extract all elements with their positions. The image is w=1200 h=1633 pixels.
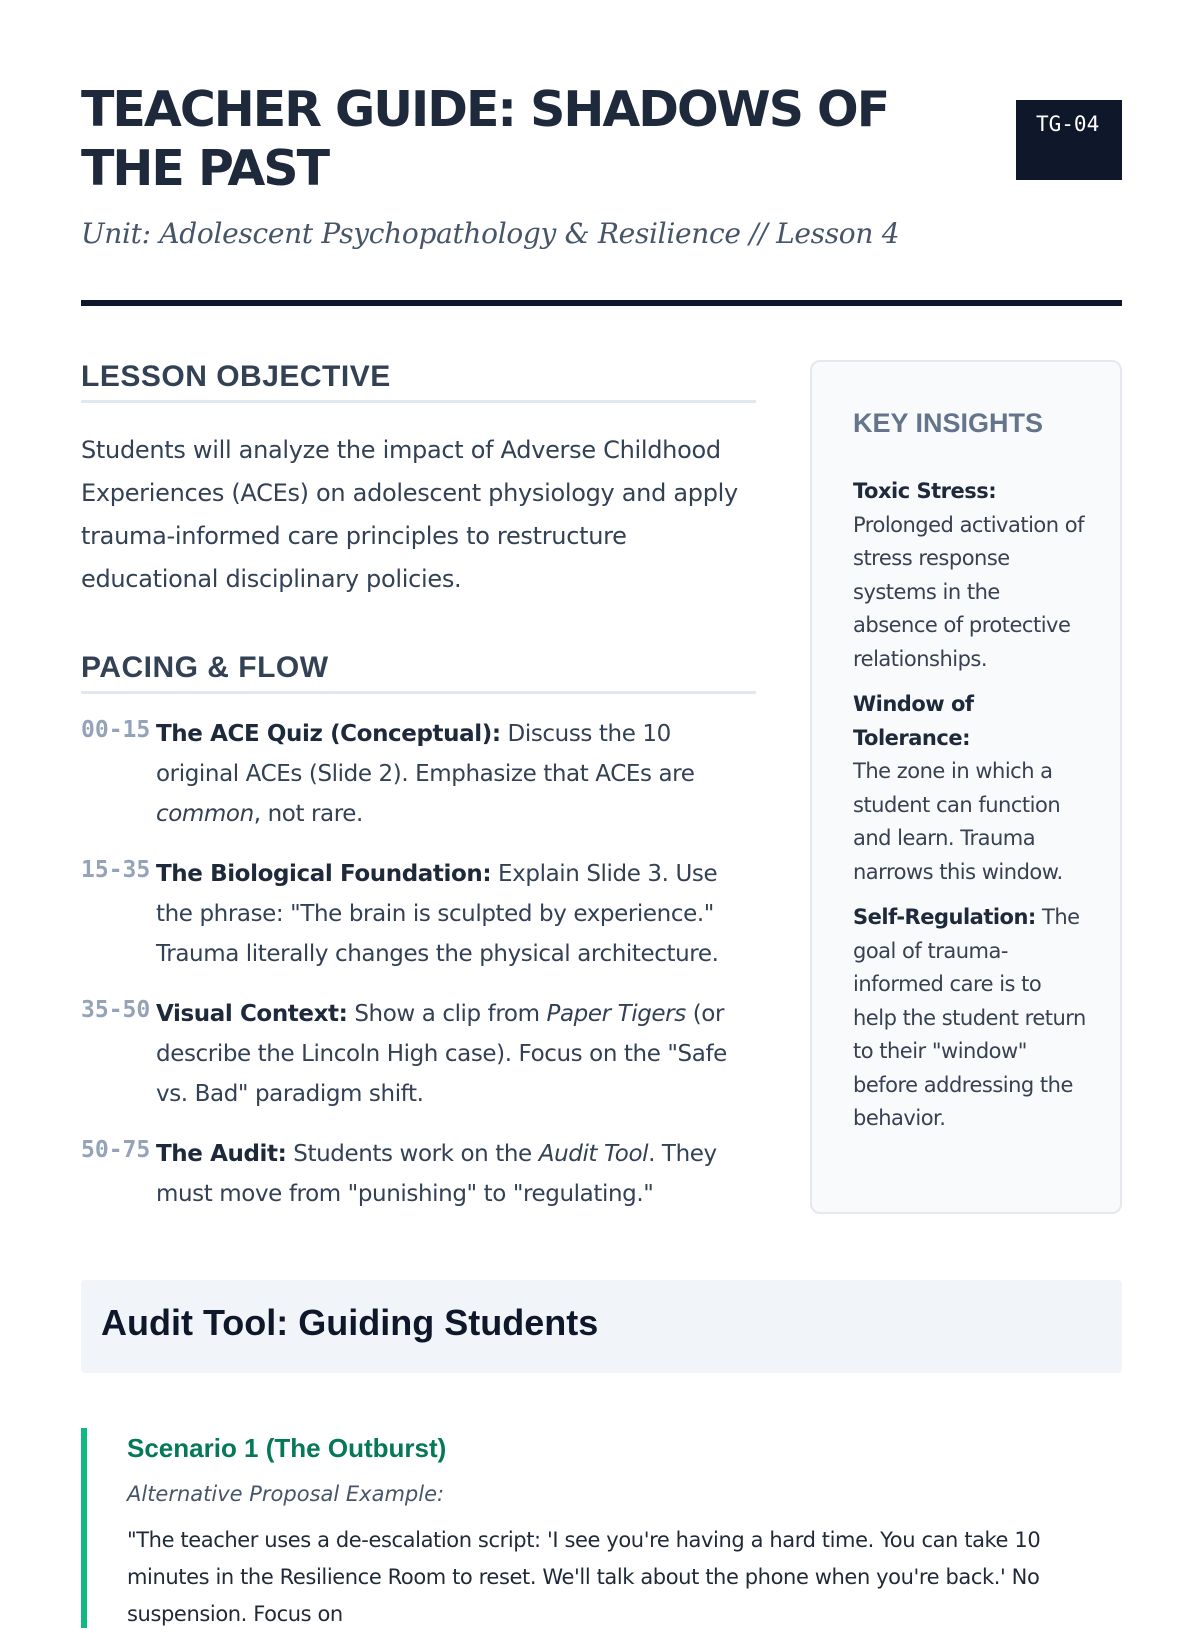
- pacing-time: 15-35: [81, 857, 151, 883]
- pacing-text: Show a clip from: [347, 1001, 547, 1027]
- insight-item: [853, 688, 1090, 889]
- pacing-heading: PACING & FLOW: [81, 651, 756, 694]
- key-insights-panel: [810, 360, 1122, 1214]
- audit-tool-title: Audit Tool: Guiding Students: [101, 1302, 599, 1343]
- pacing-text: (or describe the Lincoln High case). Focus on the "Safe vs. Bad" paradigm shift.: [156, 1001, 727, 1107]
- audit-tool-banner: [81, 1280, 1122, 1373]
- pacing-emphasis: common: [156, 801, 254, 827]
- scenario-title: Scenario 1 (The Outburst): [127, 1433, 447, 1463]
- insight-item: [853, 475, 1090, 676]
- pacing-time: 50-75: [81, 1137, 151, 1163]
- pacing-item-title: Visual Context:: [156, 1001, 348, 1027]
- unit-subtitle: Unit: Adolescent Psychopathology & Resilience // Lesson 4: [81, 217, 900, 250]
- pacing-item: [81, 714, 756, 834]
- pacing-text: Students work on the: [286, 1141, 539, 1167]
- scenario-quote: "The teacher uses a de-escalation script: 'I see you're having a hard time. You can take 10 minutes in the Resilience Room to reset. We'll talk about the phone when you're back.' No suspension. Focus on: [127, 1528, 1041, 1626]
- pacing-text: Explain Slide 3. Use the phrase: "The brain is sculpted by experience." Trauma literally changes the physical architecture.: [156, 861, 719, 967]
- insight-item: [853, 901, 1090, 1136]
- insight-definition: Prolonged activation of stress response systems in the absence of protective relationships.: [853, 512, 1084, 671]
- pacing-emphasis: Paper Tigers: [546, 1001, 686, 1027]
- pacing-description: [156, 854, 756, 974]
- insight-definition: The goal of trauma-informed care is to help the student return to their "window" before addressing the behavior.: [853, 905, 1086, 1130]
- main-column: [81, 360, 756, 1234]
- pacing-item-title: The Biological Foundation:: [156, 861, 492, 887]
- pacing-item-title: The ACE Quiz (Conceptual):: [156, 721, 501, 747]
- document-code-badge: TG-04: [1016, 100, 1122, 180]
- insight-definition: The zone in which a student can function and learn. Trauma narrows this window.: [853, 759, 1063, 884]
- pacing-time: 35-50: [81, 997, 151, 1023]
- pacing-item: [81, 854, 756, 974]
- pacing-description: [156, 1134, 756, 1214]
- pacing-item-title: The Audit:: [156, 1141, 287, 1167]
- pacing-text: , not rare.: [253, 801, 363, 827]
- insight-term: Self-Regulation:: [853, 905, 1036, 929]
- pacing-emphasis: Audit Tool: [538, 1141, 649, 1167]
- key-insights-heading: KEY INSIGHTS: [853, 408, 1044, 438]
- pacing-text: Discuss the 10 original ACEs (Slide 2). Emphasize that ACEs are: [156, 721, 695, 787]
- objective-text: Students will analyze the impact of Adverse Childhood Experiences (ACEs) on adolescent physiology and apply trauma-informed care principles to restructure educational disciplinary policies.: [81, 436, 738, 593]
- pacing-description: [156, 714, 756, 834]
- pacing-list: [81, 714, 756, 1214]
- scenario-card: [81, 1428, 1122, 1628]
- page-title: TEACHER GUIDE: SHADOWS OF THE PAST: [81, 81, 889, 197]
- objective-heading: LESSON OBJECTIVE: [81, 360, 756, 403]
- insight-term: Window of Tolerance:: [853, 692, 974, 750]
- pacing-text: . They must move from "punishing" to "regulating.": [156, 1141, 717, 1207]
- insight-term: Toxic Stress:: [853, 479, 997, 503]
- header-divider: [81, 300, 1122, 306]
- pacing-time: 00-15: [81, 717, 151, 743]
- pacing-description: [156, 994, 756, 1114]
- scenario-label: Alternative Proposal Example:: [127, 1482, 445, 1506]
- pacing-item: [81, 994, 756, 1114]
- pacing-item: [81, 1134, 756, 1214]
